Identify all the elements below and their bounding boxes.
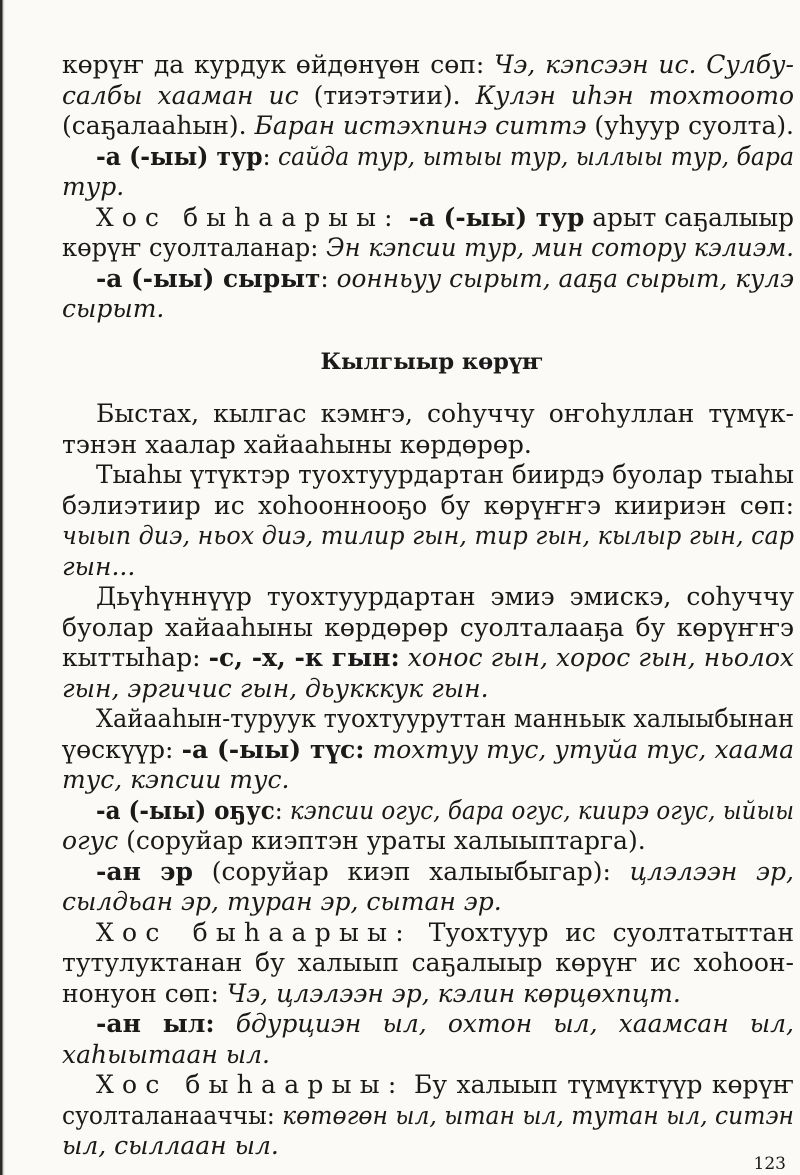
text-line xyxy=(62,294,794,325)
example-italic: көтөгөн ыл, ытан ыл, тутан ыл, ситэн xyxy=(282,1100,794,1130)
spaced-label: Хос быһаарыы: xyxy=(96,202,401,232)
term-bold: -а (-ыы) түс: xyxy=(181,734,365,764)
text-line-content xyxy=(62,233,794,264)
text-line xyxy=(62,887,794,918)
example-italic: кэпсии огус, бара огус, киирэ огус, ыйыы xyxy=(289,795,794,825)
text-run: бэлиэтиир ис хоһооннооҕо бу көрүҥҥэ киириэн сөп: xyxy=(62,490,794,520)
example-italic: Эн кэпсии тур, мин сотору кэлиэм. xyxy=(326,233,794,262)
text-run: көрүҥ да курдук өйдөнүөн сөп: xyxy=(62,50,495,79)
text-line xyxy=(62,674,794,705)
example-italic: туc, кэпсии туc. xyxy=(62,765,290,794)
term-bold: -а (-ыы) сырыт xyxy=(96,263,321,293)
example-italic: бдурциэн ыл, охтон ыл, хаамсан ыл, xyxy=(235,1009,794,1038)
text-line-content xyxy=(96,399,794,430)
term-bold: -а (-ыы) оҕус xyxy=(96,795,275,825)
text-line xyxy=(62,948,794,979)
term-bold: -а (-ыы) тур xyxy=(96,141,263,171)
example-italic: огус xyxy=(62,826,119,855)
text-line xyxy=(62,142,794,173)
text-line-content xyxy=(62,552,135,583)
term-bold: -ан ыл: xyxy=(96,1009,215,1038)
text-run xyxy=(400,643,408,672)
example-italic: гын... xyxy=(62,551,136,581)
text-line-content xyxy=(62,1131,279,1162)
text-line xyxy=(62,582,794,613)
text-line xyxy=(62,735,794,766)
text-line xyxy=(62,826,794,857)
text-line xyxy=(62,857,794,888)
example-italic: Баран истэхпинэ ситтэ xyxy=(254,111,587,140)
text-line-content xyxy=(62,674,489,705)
text-line-content xyxy=(62,430,532,461)
text-line xyxy=(62,203,794,234)
text-line-content xyxy=(62,111,794,142)
text-line xyxy=(62,643,794,674)
example-italic: цлэлээн эр, xyxy=(629,856,794,886)
text-run: (соруйар киэптэн ураты халыыптарга). xyxy=(118,826,646,855)
text-line xyxy=(62,1101,794,1132)
text-run xyxy=(401,203,409,232)
text-line-content xyxy=(62,1101,794,1132)
text-run: Быстах, кылгас кэмҥэ, соһуччу оҥоһуллан түмүк- xyxy=(96,399,794,428)
text-line-content xyxy=(96,918,794,949)
text-run: : xyxy=(274,795,290,825)
example-italic: ыл, сыллаан ыл. xyxy=(62,1131,279,1160)
text-run: суолталанааччы: xyxy=(62,1100,283,1130)
example-italic: салбы хааман ис xyxy=(62,80,299,110)
example-italic: Кулэн иһэн тохтоото xyxy=(475,80,794,110)
text-line-content xyxy=(96,203,794,234)
text-run: кыттыһар: xyxy=(62,643,209,672)
text-line xyxy=(62,399,794,430)
example-italic: оонньуу сырыт, ааҕа сырыт, кулэ xyxy=(336,263,794,293)
text-run: (уһуур суолта). xyxy=(586,111,794,140)
text-line-content xyxy=(96,264,794,295)
text-page xyxy=(62,50,794,1162)
text-run: Хайааһын-туруук туохтууруттан манньык халыыбынан xyxy=(96,704,794,733)
text-run: үөскүүр: xyxy=(62,734,182,764)
text-line xyxy=(62,1009,794,1040)
example-italic: тур. xyxy=(62,172,125,201)
text-run: : xyxy=(320,263,337,293)
example-italic: хаһыытаан ыл. xyxy=(62,1039,270,1069)
example-italic: Чэ, кэпсээн ис. Сулбу- xyxy=(494,50,794,79)
text-run: Тыаһы үтүктэр туохтуурдартан биирдэ буолар тыаһы xyxy=(96,460,794,489)
text-run: (тиэтэтии). xyxy=(298,80,476,110)
text-line xyxy=(62,1131,794,1162)
text-line-content xyxy=(62,521,794,552)
text-line xyxy=(62,796,794,827)
text-run: нонуон сөп: xyxy=(62,978,227,1008)
text-line-content xyxy=(96,1009,794,1040)
text-line-content xyxy=(62,50,794,81)
text-line xyxy=(62,264,794,295)
text-line-content xyxy=(62,172,124,203)
text-run: (саҕалааһын). xyxy=(62,111,255,140)
section-spacer xyxy=(62,377,794,399)
term-bold: -ан эр xyxy=(96,856,194,886)
example-italic: сырыт. xyxy=(62,294,165,323)
text-line-content xyxy=(96,142,794,173)
text-line-content xyxy=(62,735,794,766)
text-line xyxy=(62,918,794,949)
text-line xyxy=(62,430,794,461)
text-run: тэнэн хаалар хайааһыны көрдөрөр. xyxy=(62,429,532,459)
text-line xyxy=(62,1040,794,1071)
text-line-content xyxy=(62,294,164,325)
example-italic: хонос гын, хорос гын, ньолох xyxy=(407,643,794,672)
text-line xyxy=(62,613,794,644)
text-line xyxy=(62,704,794,735)
text-line-content xyxy=(96,1070,794,1101)
page-number: 123 xyxy=(753,1154,786,1174)
example-italic: сылдьан эр, туран эр, сытан эр. xyxy=(62,887,502,916)
spaced-label: Хос быһаарыы: xyxy=(96,1070,405,1099)
example-italic: сайда тур, ытыы тур, ыллыы тур, бара xyxy=(277,141,794,171)
text-run: Дьүһүннүүр туохтуурдартан эмиэ эмискэ, соһуччу xyxy=(96,582,794,611)
text-line xyxy=(62,233,794,264)
text-run: (соруйар киэп халыыбыгар): xyxy=(193,856,630,886)
term-bold: -с, -х, -к гын: xyxy=(208,643,400,672)
text-line-content xyxy=(62,979,681,1010)
text-line xyxy=(62,81,794,112)
text-line xyxy=(62,460,794,491)
text-line-content xyxy=(62,887,502,918)
text-run: тутулуктанан бу халыып саҕалыыр көрүҥ ис хоһоон- xyxy=(62,948,794,977)
text-line-content xyxy=(62,613,794,644)
text-run: көрүҥ суолталанар: xyxy=(62,233,327,262)
spaced-label: Хос быһаарыы: xyxy=(96,917,412,947)
text-run: Бу халыып түмүктүүр көрүҥ xyxy=(404,1070,794,1099)
text-line xyxy=(62,552,794,583)
section-spacer xyxy=(62,325,794,347)
text-line-content xyxy=(62,826,646,857)
text-line-content xyxy=(96,704,794,735)
text-run: арыт саҕалыыр xyxy=(584,202,794,232)
text-line-content xyxy=(96,460,794,491)
text-line-content xyxy=(96,796,794,827)
example-italic: чыып диэ, ньох диэ, тилир гын, тир гын, кылыр гын, сар xyxy=(62,521,794,550)
text-line xyxy=(62,111,794,142)
text-run: буолар хайааһыны көрдөрөр суолталааҕа бу көрүҥҥэ xyxy=(62,612,794,642)
text-run: Туохтуур ис суолтатыттан xyxy=(411,917,794,947)
page-binding-edge xyxy=(0,0,5,1175)
text-line xyxy=(62,521,794,552)
section-heading: Кылгыыр көрүҥ xyxy=(320,348,544,375)
text-run: : xyxy=(262,141,278,171)
text-line-content xyxy=(62,948,794,979)
text-line-content xyxy=(62,765,289,796)
text-line-content xyxy=(62,1040,270,1071)
example-italic: Чэ, цлэлээн эр, кэлин көрцөхпцт. xyxy=(226,978,681,1008)
text-line-content xyxy=(62,81,794,112)
text-line-content xyxy=(96,857,794,888)
text-line xyxy=(62,172,794,203)
text-line-content xyxy=(62,643,794,674)
text-line xyxy=(62,979,794,1010)
text-line-content xyxy=(62,491,794,522)
example-italic: гын, эргичис гын, дьукккук гын. xyxy=(62,673,489,703)
text-line xyxy=(62,765,794,796)
text-run xyxy=(215,1009,236,1038)
text-line xyxy=(62,50,794,81)
text-line xyxy=(62,491,794,522)
example-italic: тохтуу туc, утуйа туc, хаама xyxy=(372,734,794,764)
text-run xyxy=(364,735,372,764)
term-bold: -а (-ыы) тур xyxy=(408,202,585,232)
text-line-content xyxy=(96,582,794,613)
text-line xyxy=(62,1070,794,1101)
